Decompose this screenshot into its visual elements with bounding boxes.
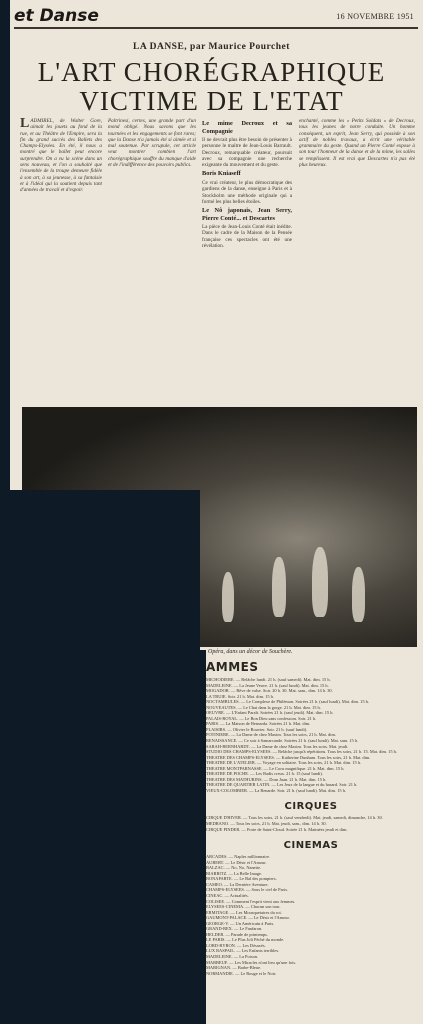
list-item: PLAISIRS. — Olivier le Bouvier. Soir. 21 h. (sauf lundi). <box>206 726 308 732</box>
title-line-2: VICTIME DE L'ETAT <box>79 86 344 116</box>
list-item: AUBERT. — Le Désir et l'Amour. <box>206 859 267 865</box>
article-title <box>0 58 423 116</box>
list-item: ERMITAGE. — Les Mousquetaires du roi. <box>206 909 282 915</box>
cirques-list <box>206 815 416 832</box>
list-item: THEATRE DES CHAMPS-ELYSEES. — Katherine Dunham. Tous les soirs, 21 h. Mat. dim. <box>206 754 371 760</box>
list-item: GAUMONT-PALACE. — Le Désir et l'Amour. <box>206 915 290 921</box>
list-item: CIRQUE D'HIVER. — Tous les soirs, 21 h. (sauf vendredi). Mat. jeudi, samedi, dimanche, 14 h. 30. <box>206 815 383 821</box>
cinemas-heading: CINEMAS <box>283 840 339 852</box>
list-item: SARAH-BERNHARDT. — La Dame de chez Maxim. Tous les soirs. Mat. jeudi. <box>206 743 349 749</box>
background-overlay <box>180 650 206 1024</box>
list-item: ARCADES. — Naples millionnaire. <box>206 854 271 860</box>
no-japonais-text: La pièce de Jean-Louis Conté était inédite. Dans le cadre de la Maison de la Pensée française ces spectacles ont été une révélation. <box>202 224 292 250</box>
dancer-figure <box>272 557 286 617</box>
list-item: THEATRE DE POCHE. — Les Radis creux. 21 h. 15 (sauf lundi). <box>206 771 323 777</box>
list-item: BONAPARTE. — Le Bal des pompiers. <box>206 876 277 882</box>
list-item: MICHODIERE. — Relâche lundi. 21 h. (sauf samedi). Mat. dim. 15 h. <box>206 677 331 682</box>
article-column-3 <box>202 118 292 401</box>
list-item: MEDRANO. — Tous les soirs, 21 h. Mat. jeudi, sam., dim. 14 h. 30. <box>206 821 327 827</box>
cinemas-list <box>206 854 416 976</box>
list-item: THEATRE DE L'ATELIER. — Voyage en solitaire. Tous les soirs, 21 h. Mat. dim. 15 h. <box>206 760 362 766</box>
list-item: THEATRE MONTPARNASSE. — Le Cocu magnifique. 21 h. Mat. dim. 15 h. <box>206 765 345 771</box>
article-column-4: enchanté, comme les « Petits Soldats » de Decroux, tous les jeunes de notre conduite. Un homme conséquent, un esprit, Jean Serry, qui possède à son actif de nobles travaux, a écrit une véritable grammaire du geste. Quand un Pierre Conté expose à son tour l'honneur de la danse et de la mime, les salles se remplissent. Il est vrai que Descartes n'a pas été plus heureux. <box>299 118 415 169</box>
list-item: CAMEO. — La Dernière Aventure. <box>206 881 269 887</box>
list-item: MARIGNAN. — Barbe-Bleue. <box>206 965 262 971</box>
list-item: STUDIO DES CHAMPS-ELYSEES. — Relâche jusqu'à répétitions. Tous les soirs, 21 h. 15. Mat. dim. 15 h. <box>206 749 397 755</box>
list-item: CHAMPS-ELYSEES. — Sous le ciel de Paris. <box>206 887 289 893</box>
title-line-1: L'ART CHORÉGRAPHIQUE <box>37 57 386 87</box>
list-item: MARBEUF. — Les Miracles n'ont lieu qu'une fois. <box>206 959 297 965</box>
subhead-kniaseff: Boris Kniaseff <box>202 170 241 178</box>
photo-caption: Opéra, dans un décor de Souchère. <box>208 649 293 655</box>
cirques-heading: CIRQUES <box>284 801 338 813</box>
list-item: LUX RASPAIL. — Les Enfants terribles. <box>206 948 280 954</box>
kniaseff-text: Ce vrai créateur, le plus démocratique des gardiens de la danse, enseigne à Paris et à Stockholm une méthode originale qui a formé les plus belles étoiles. <box>202 179 292 205</box>
article-column-1 <box>20 118 102 406</box>
list-item: NOUVEAUTES. — Le Chat dans la gorge. 21 h. Mat. dim. 15 h. <box>206 704 321 710</box>
list-item: ELYSEES-CINEMA. — Chacun son tour. <box>206 904 281 910</box>
programmes-list <box>206 677 416 793</box>
issue-date: 16 NOVEMBRE 1951 <box>336 12 414 21</box>
background-overlay <box>0 490 200 1024</box>
section-title: et Danse <box>14 6 99 26</box>
list-item: LORD-BYRON. — Les Désaxés. <box>206 942 266 948</box>
programmes-heading: AMMES <box>206 660 259 674</box>
dancer-figure <box>312 547 328 617</box>
listings-section <box>206 660 416 976</box>
drop-cap: L <box>20 118 30 131</box>
list-item: BALZAC. — No, No, Nanette. <box>206 865 262 871</box>
header-rule <box>14 27 418 29</box>
list-item: MADELEINE. — La Jeune Veuve. 21 h. (sauf lundi). Mat. dim. 15 h. <box>206 682 329 688</box>
subhead-no-japonais: Le Nô japonais, Jean Serry, Pierre Conté... et Descartes <box>202 207 292 222</box>
list-item: GEORGE-V. — Un Américain à Paris. <box>206 920 275 926</box>
list-item: BIARRITZ. — La Belle Image. <box>206 870 263 876</box>
list-item: PALAIS-ROYAL. — Le Bon Dieu sans confession. Soir. 21 h. <box>206 715 317 721</box>
list-item: CIRQUE PINDER. — Porte de Saint-Cloud. Soirée 21 h. Matinées jeudi et dim. <box>206 826 348 832</box>
article-byline: LA DANSE, par Maurice Pourchet <box>133 42 290 52</box>
list-item: GRAND-REX. — Le Fanfaron. <box>206 926 263 932</box>
list-item: THEATRE DE QUARTIER LATIN. — Les Jeux de la langue et du hasard. Soir. 21 h. <box>206 782 358 788</box>
list-item: THEATRE DES MATHURINS. — Dom Juan. 21 h. Mat. dim. 15 h. <box>206 776 327 782</box>
page-header <box>14 6 418 28</box>
list-item: NOCTAMBULES. — Le Complexe de Philémon. Soirées 21 h. (sauf lundi). Mat. dim. 15 h. <box>206 699 369 705</box>
list-item: LE PARIS. — Le Plus Joli Péché du monde. <box>206 937 285 943</box>
subhead-decroux: Le mime Decroux et sa Compagnie <box>202 120 292 135</box>
list-item: MOGADOR. — Rêve de valse. Soir. 20 h. 30. Mat. sam., dim. 14 h. 30. <box>206 688 333 694</box>
list-item: MADELEINE. — La Poison. <box>206 953 259 959</box>
list-item: PARIS. — La Maison de Bernarda. Soirées 21 h. Mat. dim. <box>206 721 311 727</box>
list-item: POTINIERE. — La Dame de chez Maxim. Tous les soirs, 21 h. Mat. dim. <box>206 732 336 738</box>
list-item: VIEUX-COLOMBIER. — La Renarde. Soir. 21 h. (sauf lundi). Mat. dim. 15 h. <box>206 787 346 793</box>
list-item: RENAISSANCE. — Ce soir à Samarcande. Soirées 21 h. (sauf lundi). Mat. sam. 15 h. <box>206 738 359 744</box>
article-column-2: Paltrinesi, certes, une grande part d'un mond obligé. Nous savons que les tournées et les engagements se font rares; que la Danse n'a jamais été si aimée et si mal soutenue. Par scrupule, cet article veut montrer combien l'art chorégraphique souffre du manque d'aide et de l'indifférence des pouvoirs publics. <box>108 118 196 169</box>
decroux-text: Il ne devrait plus être besoin de présenter à personne le maître de Jean-Louis Barrault. Decroux, remarquable créateur, poursuit avec sa compagnie une recherche exigeante du mouvement et du geste. <box>202 137 292 169</box>
column-1-text: ADMIREL, de Walter Gore, aimait les jouets au fond de la rue, et au Théâtre de l'Empire, sera la fin du grand succès des Ballets des Champs-Elysées. En été, il nous a montré que le ballet peut encore surprendre. On a vu la scène dans un sens nouveau, et l'on a souhaité que l'ensemble de la troupe demeure fidèle à son art, à sa jeunesse, à sa fantaisie et à l'idéal qui la soutient depuis tant d'années de travail et d'espoir. <box>20 118 102 194</box>
dancer-figure <box>222 572 234 622</box>
dancer-figure <box>352 567 365 622</box>
list-item: HELDER. — Parade de printemps. <box>206 931 268 937</box>
list-item: LA TRUIE. Soir. 21 h. Mat. dim. 15 h. <box>206 693 274 699</box>
list-item: OEUVRE. — L'Enfant Paraît. Soirées 21 h. (sauf jeudi). Mat. dim. 15 h. <box>206 710 334 716</box>
list-item: NORMANDIE. — Le Rouge et le Noir. <box>206 970 277 976</box>
list-item: CINEAC. — Actualités. <box>206 892 249 898</box>
list-item: COLISEE. — Comment l'esprit vient aux femmes. <box>206 898 296 904</box>
